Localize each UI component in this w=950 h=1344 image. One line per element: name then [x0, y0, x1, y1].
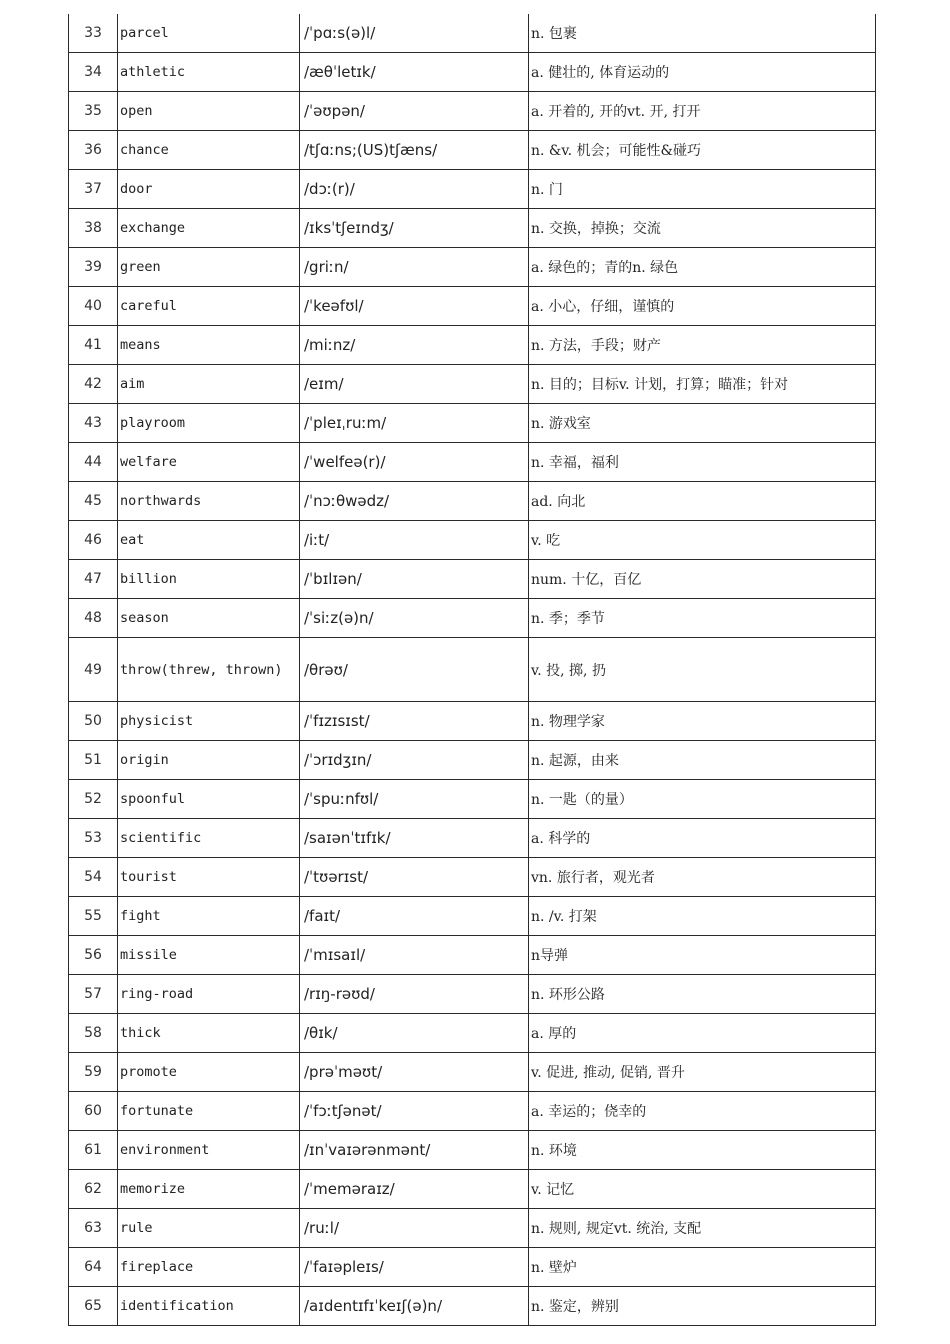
table-row [69, 365, 876, 404]
meaning-cell: n. 交换，掉换；交流 [529, 209, 876, 248]
word-cell: careful [118, 287, 300, 326]
meaning-cell: n. 起源，由来 [529, 741, 876, 780]
word-cell: tourist [118, 858, 300, 897]
meaning-cell: n. 目的；目标v. 计划，打算；瞄准；针对 [529, 365, 876, 404]
meaning-cell: n. 季；季节 [529, 599, 876, 638]
meaning-cell: a. 开着的, 开的vt. 开, 打开 [529, 92, 876, 131]
phonetic-cell: /æθˈletɪk/ [300, 53, 529, 92]
meaning-cell: a. 小心，仔细，谨慎的 [529, 287, 876, 326]
phonetic-cell: /ˈspuːnfʊl/ [300, 780, 529, 819]
meaning-cell: n导弹 [529, 936, 876, 975]
phonetic-cell: /ˈnɔːθwədz/ [300, 482, 529, 521]
row-number: 45 [69, 482, 118, 521]
word-cell: chance [118, 131, 300, 170]
word-cell: scientific [118, 819, 300, 858]
row-number: 49 [69, 638, 118, 702]
table-row [69, 53, 876, 92]
vocabulary-table [68, 14, 876, 1326]
table-row [69, 819, 876, 858]
word-cell: fireplace [118, 1248, 300, 1287]
meaning-cell: n. 一匙（的量） [529, 780, 876, 819]
table-row [69, 702, 876, 741]
table-row [69, 1287, 876, 1326]
table-row [69, 92, 876, 131]
row-number: 63 [69, 1209, 118, 1248]
word-cell: season [118, 599, 300, 638]
row-number: 40 [69, 287, 118, 326]
phonetic-cell: /dɔː(r)/ [300, 170, 529, 209]
table-row [69, 1014, 876, 1053]
word-cell: aim [118, 365, 300, 404]
meaning-cell: n. 壁炉 [529, 1248, 876, 1287]
row-number: 46 [69, 521, 118, 560]
meaning-cell: n. &v. 机会；可能性&碰巧 [529, 131, 876, 170]
row-number: 36 [69, 131, 118, 170]
word-cell: billion [118, 560, 300, 599]
table-row [69, 560, 876, 599]
table-row [69, 1170, 876, 1209]
table-row [69, 975, 876, 1014]
phonetic-cell: /rɪŋ-rəʊd/ [300, 975, 529, 1014]
word-cell: thick [118, 1014, 300, 1053]
row-number: 48 [69, 599, 118, 638]
meaning-cell: a. 幸运的；侥幸的 [529, 1092, 876, 1131]
row-number: 52 [69, 780, 118, 819]
table-row [69, 741, 876, 780]
table-row [69, 209, 876, 248]
row-number: 53 [69, 819, 118, 858]
word-cell: rule [118, 1209, 300, 1248]
meaning-cell: v. 促进, 推动, 促销, 晋升 [529, 1053, 876, 1092]
meaning-cell: v. 吃 [529, 521, 876, 560]
table-row [69, 170, 876, 209]
meaning-cell: vn. 旅行者，观光者 [529, 858, 876, 897]
row-number: 55 [69, 897, 118, 936]
word-cell: throw(threw, thrown) [118, 638, 300, 702]
word-cell: origin [118, 741, 300, 780]
table-row [69, 131, 876, 170]
row-number: 42 [69, 365, 118, 404]
table-row [69, 248, 876, 287]
phonetic-cell: /tʃɑːns;(US)tʃæns/ [300, 131, 529, 170]
meaning-cell: a. 科学的 [529, 819, 876, 858]
row-number: 47 [69, 560, 118, 599]
phonetic-cell: /aɪdentɪfɪˈkeɪʃ(ə)n/ [300, 1287, 529, 1326]
meaning-cell: v. 记忆 [529, 1170, 876, 1209]
row-number: 51 [69, 741, 118, 780]
phonetic-cell: /ˈwelfeə(r)/ [300, 443, 529, 482]
table-row [69, 521, 876, 560]
table-row [69, 14, 876, 53]
word-cell: parcel [118, 14, 300, 53]
table-row [69, 599, 876, 638]
row-number: 35 [69, 92, 118, 131]
row-number: 38 [69, 209, 118, 248]
row-number: 59 [69, 1053, 118, 1092]
table-row [69, 443, 876, 482]
word-cell: means [118, 326, 300, 365]
meaning-cell: a. 厚的 [529, 1014, 876, 1053]
table-row [69, 326, 876, 365]
word-cell: memorize [118, 1170, 300, 1209]
word-cell: green [118, 248, 300, 287]
phonetic-cell: /ˈbɪlɪən/ [300, 560, 529, 599]
meaning-cell: a. 健壮的, 体育运动的 [529, 53, 876, 92]
table-row [69, 780, 876, 819]
row-number: 65 [69, 1287, 118, 1326]
table-row [69, 1131, 876, 1170]
word-cell: identification [118, 1287, 300, 1326]
phonetic-cell: /faɪt/ [300, 897, 529, 936]
row-number: 39 [69, 248, 118, 287]
word-cell: eat [118, 521, 300, 560]
table-row [69, 936, 876, 975]
phonetic-cell: /ˈsiːz(ə)n/ [300, 599, 529, 638]
word-cell: promote [118, 1053, 300, 1092]
phonetic-cell: /ˈpɑːs(ə)l/ [300, 14, 529, 53]
meaning-cell: ad. 向北 [529, 482, 876, 521]
table-row [69, 482, 876, 521]
table-row [69, 287, 876, 326]
meaning-cell: a. 绿色的；青的n. 绿色 [529, 248, 876, 287]
phonetic-cell: /ˈəʊpən/ [300, 92, 529, 131]
meaning-cell: n. 游戏室 [529, 404, 876, 443]
word-cell: welfare [118, 443, 300, 482]
phonetic-cell: /ˈfaɪəpleɪs/ [300, 1248, 529, 1287]
table-row [69, 858, 876, 897]
phonetic-cell: /θrəʊ/ [300, 638, 529, 702]
word-cell: missile [118, 936, 300, 975]
meaning-cell: num. 十亿，百亿 [529, 560, 876, 599]
phonetic-cell: /ˈpleɪˌruːm/ [300, 404, 529, 443]
row-number: 61 [69, 1131, 118, 1170]
meaning-cell: n. /v. 打架 [529, 897, 876, 936]
row-number: 58 [69, 1014, 118, 1053]
row-number: 64 [69, 1248, 118, 1287]
meaning-cell: n. 鉴定，辨别 [529, 1287, 876, 1326]
phonetic-cell: /ruːl/ [300, 1209, 529, 1248]
row-number: 44 [69, 443, 118, 482]
phonetic-cell: /miːnz/ [300, 326, 529, 365]
meaning-cell: n. 环形公路 [529, 975, 876, 1014]
word-cell: athletic [118, 53, 300, 92]
word-cell: open [118, 92, 300, 131]
phonetic-cell: /eɪm/ [300, 365, 529, 404]
phonetic-cell: /griːn/ [300, 248, 529, 287]
table-row [69, 638, 876, 702]
row-number: 56 [69, 936, 118, 975]
phonetic-cell: /ɪnˈvaɪərənmənt/ [300, 1131, 529, 1170]
row-number: 50 [69, 702, 118, 741]
table-row [69, 1248, 876, 1287]
phonetic-cell: /ˈmɪsaɪl/ [300, 936, 529, 975]
word-cell: ring-road [118, 975, 300, 1014]
phonetic-cell: /ˈkeəfʊl/ [300, 287, 529, 326]
meaning-cell: n. 门 [529, 170, 876, 209]
word-cell: exchange [118, 209, 300, 248]
meaning-cell: n. 包裹 [529, 14, 876, 53]
table-row [69, 897, 876, 936]
table-row [69, 1209, 876, 1248]
row-number: 54 [69, 858, 118, 897]
vocabulary-table-body [69, 14, 876, 1326]
meaning-cell: n. 幸福，福利 [529, 443, 876, 482]
word-cell: fortunate [118, 1092, 300, 1131]
row-number: 34 [69, 53, 118, 92]
row-number: 33 [69, 14, 118, 53]
word-cell: playroom [118, 404, 300, 443]
phonetic-cell: /iːt/ [300, 521, 529, 560]
meaning-cell: n. 规则, 规定vt. 统治, 支配 [529, 1209, 876, 1248]
row-number: 57 [69, 975, 118, 1014]
row-number: 41 [69, 326, 118, 365]
table-row [69, 404, 876, 443]
phonetic-cell: /ɪksˈtʃeɪndʒ/ [300, 209, 529, 248]
table-row [69, 1092, 876, 1131]
meaning-cell: n. 方法，手段；财产 [529, 326, 876, 365]
phonetic-cell: /ˈfɔːtʃənət/ [300, 1092, 529, 1131]
word-cell: door [118, 170, 300, 209]
meaning-cell: n. 物理学家 [529, 702, 876, 741]
row-number: 60 [69, 1092, 118, 1131]
phonetic-cell: /ˈfɪzɪsɪst/ [300, 702, 529, 741]
word-cell: northwards [118, 482, 300, 521]
word-cell: spoonful [118, 780, 300, 819]
phonetic-cell: /ˈtʊərɪst/ [300, 858, 529, 897]
phonetic-cell: /ˈmeməraɪz/ [300, 1170, 529, 1209]
row-number: 62 [69, 1170, 118, 1209]
phonetic-cell: /prəˈməʊt/ [300, 1053, 529, 1092]
phonetic-cell: /θɪk/ [300, 1014, 529, 1053]
meaning-cell: v. 投, 掷, 扔 [529, 638, 876, 702]
meaning-cell: n. 环境 [529, 1131, 876, 1170]
row-number: 37 [69, 170, 118, 209]
word-cell: environment [118, 1131, 300, 1170]
table-row [69, 1053, 876, 1092]
word-cell: physicist [118, 702, 300, 741]
phonetic-cell: /ˈɔrɪdʒɪn/ [300, 741, 529, 780]
phonetic-cell: /saɪənˈtɪfɪk/ [300, 819, 529, 858]
word-cell: fight [118, 897, 300, 936]
row-number: 43 [69, 404, 118, 443]
